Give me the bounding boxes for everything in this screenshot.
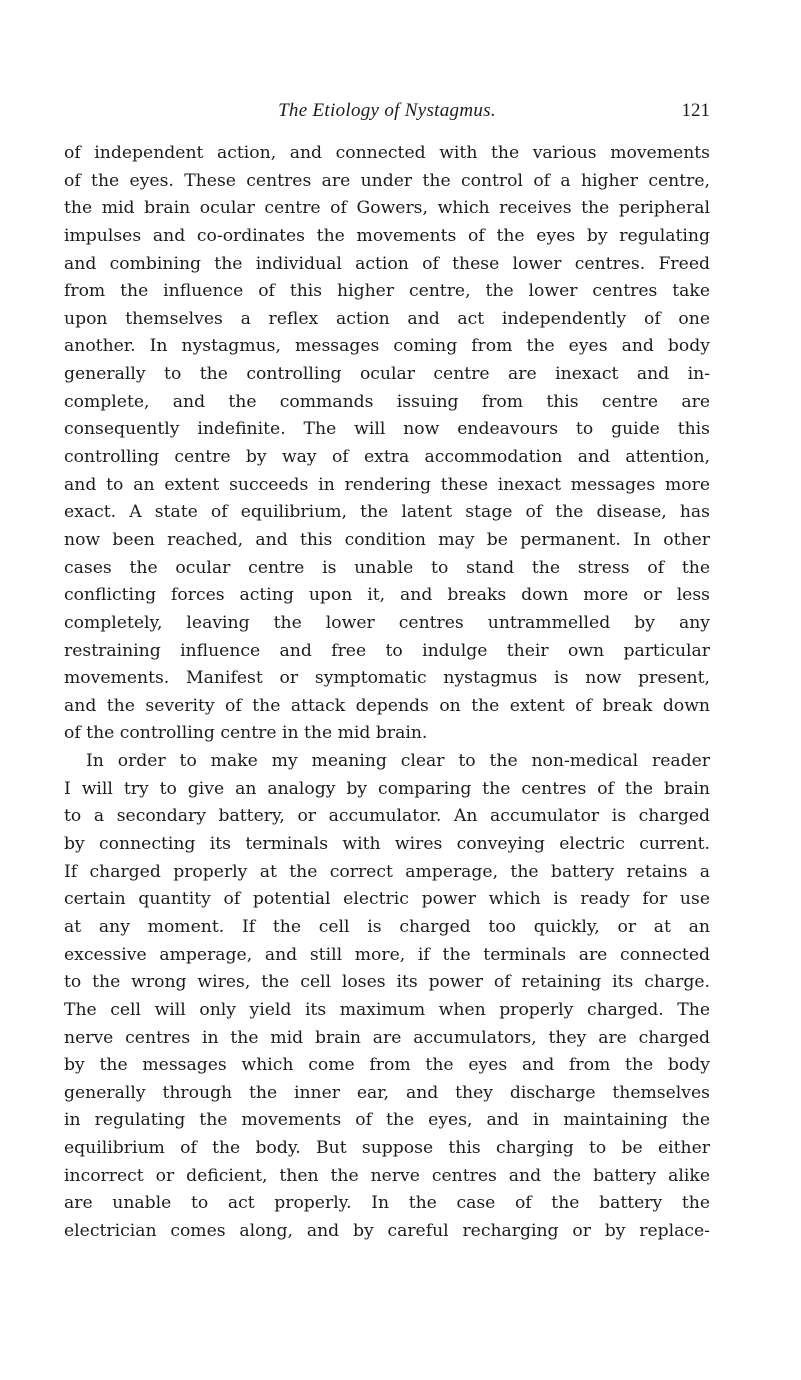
text-line: certain quantity of potential electric power which is ready for use: [64, 889, 710, 910]
text-line: completely, leaving the lower centres untrammelled by any: [64, 612, 710, 633]
text-line: and combining the individual action of these lower centres. Freed: [64, 253, 710, 274]
text-line: conflicting forces acting upon it, and breaks down more or less: [64, 585, 710, 606]
text-line: by connecting its terminals with wires conveying electric current.: [64, 834, 710, 855]
text-line: exact. A state of equilibrium, the latent stage of the disease, has: [64, 502, 710, 523]
text-line: are unable to act properly. In the case of the battery the: [64, 1193, 710, 1214]
text-line: by the messages which come from the eyes and from the body: [64, 1055, 710, 1076]
text-line: generally through the inner ear, and they discharge themselves: [64, 1082, 710, 1103]
text-line: and the severity of the attack depends on the extent of break down: [64, 695, 710, 716]
text-line: generally to the controlling ocular centre are inexact and in-: [64, 364, 710, 385]
text-line: I will try to give an analogy by comparing the centres of the brain: [64, 778, 710, 799]
text-line: In order to make my meaning clear to the non-medical reader: [86, 751, 710, 772]
text-line: cases the ocular centre is unable to stand the stress of the: [64, 557, 710, 578]
text-line: controlling centre by way of extra accommodation and attention,: [64, 447, 710, 468]
paragraph: [64, 140, 710, 748]
text-line: nerve centres in the mid brain are accumulators, they are charged: [64, 1027, 710, 1048]
text-line: to a secondary battery, or accumulator. An accumulator is charged: [64, 806, 710, 827]
text-line: now been reached, and this condition may be permanent. In other: [64, 529, 710, 550]
text-line: restraining influence and free to indulge their own particular: [64, 640, 710, 661]
text-line: equilibrium of the body. But suppose this charging to be either: [64, 1138, 710, 1159]
text-line: of the eyes. These centres are under the control of a higher centre,: [64, 170, 710, 191]
text-line: of the controlling centre in the mid brain.: [64, 723, 428, 744]
text-line: impulses and co-ordinates the movements of the eyes by regulating: [64, 225, 710, 246]
text-line: from the influence of this higher centre, the lower centres take: [64, 281, 710, 302]
page-number: 121: [681, 100, 710, 121]
text-line: movements. Manifest or symptomatic nystagmus is now present,: [64, 668, 710, 689]
text-line: electrician comes along, and by careful recharging or by replace-: [64, 1220, 710, 1241]
text-line: in regulating the movements of the eyes, and in maintaining the: [64, 1110, 710, 1131]
body-text: [64, 140, 710, 1246]
text-line: incorrect or deficient, then the nerve centres and the battery alike: [64, 1165, 710, 1186]
running-head: [64, 100, 710, 124]
text-line: the mid brain ocular centre of Gowers, which receives the peripheral: [64, 198, 710, 219]
text-line: to the wrong wires, the cell loses its power of retaining its charge.: [64, 972, 710, 993]
text-line: upon themselves a reflex action and act independently of one: [64, 308, 710, 329]
text-line: The cell will only yield its maximum when properly charged. The: [64, 999, 710, 1020]
text-line: and to an extent succeeds in rendering these inexact messages more: [64, 474, 710, 495]
text-line: complete, and the commands issuing from this centre are: [64, 391, 710, 412]
text-line: If charged properly at the correct amperage, the battery retains a: [64, 861, 710, 882]
text-line: consequently indefinite. The will now endeavours to guide this: [64, 419, 710, 440]
text-line: excessive amperage, and still more, if the terminals are connected: [64, 944, 710, 965]
text-line: of independent action, and connected with the various movements: [64, 143, 710, 163]
text-line: at any moment. If the cell is charged too quickly, or at an: [64, 916, 710, 937]
running-title: The Etiology of Nystagmus.: [278, 100, 496, 121]
paragraph: [64, 748, 710, 1246]
text-line: another. In nystagmus, messages coming from the eyes and body: [64, 336, 710, 357]
